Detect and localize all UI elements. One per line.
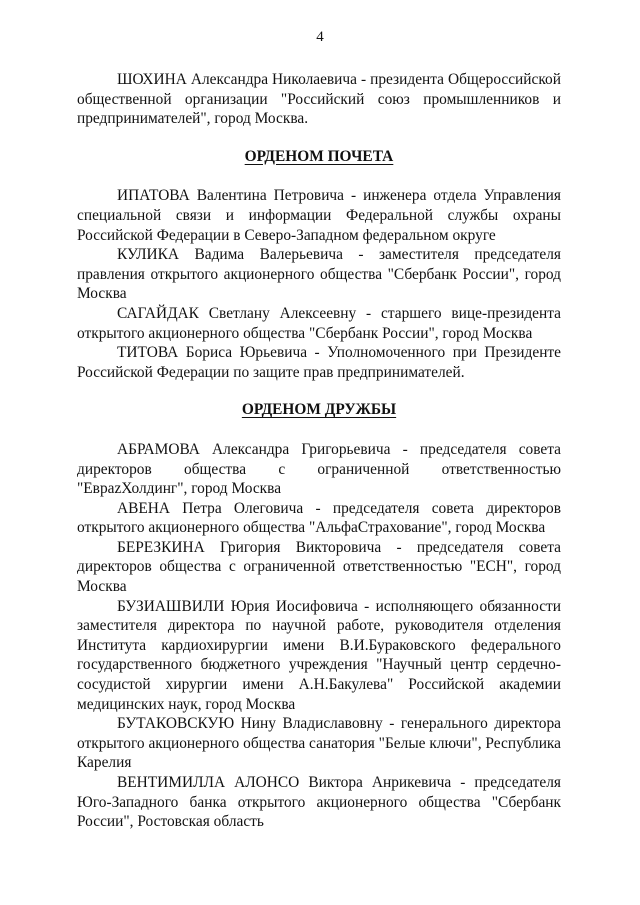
section-heading-order-of-friendship: ОРДЕНОМ ДРУЖБЫ <box>241 401 397 419</box>
spacer <box>77 382 561 400</box>
award-entry-berezkin: БЕРЕЗКИНА Григория Викторовича - председателя совета директоров общества с ограниченной ответственностью "ЕСН", город Москва <box>77 538 561 596</box>
award-entry-shokhin: ШОХИНА Александра Николаевича - президента Общероссийской общественной организации "Российский союз промышленников и предпринимателей", город Москва. <box>77 71 561 128</box>
award-entry-sagaydak: САГАЙДАК Светлану Алексеевну - старшего вице-президента открытого акционерного общества "Сбербанк России", город Москва <box>77 304 561 342</box>
award-entry-ventimilla-alonso: ВЕНТИМИЛЛА АЛОНСО Виктора Анрикевича - председателя Юго-Западного банка открытого акционерного общества "Сбербанк России", Ростовская область <box>77 774 561 831</box>
award-entry-buziashvili: БУЗИАШВИЛИ Юрия Иосифовича - исполняющего обязанности заместителя директора по научной работе, руководителя отделения Института кардиохирургии имени В.И.Бураковского федерального государственного бюджетного учреждения "Научный центр сердечно-сосудистой хирургии имени А.Н.Бакулева" Российской академии медицинских наук, город Москва <box>77 597 561 713</box>
document-body <box>77 70 561 832</box>
award-entry-ipatov: ИПАТОВА Валентина Петровича - инженера отдела Управления специальной связи и информации Федеральной службы охраны Российской Федерации в Северо-Западном федеральном округе <box>77 187 561 244</box>
spacer <box>77 420 561 440</box>
section-heading-order-of-honour: ОРДЕНОМ ПОЧЕТА <box>244 147 394 165</box>
award-entry-kulik: КУЛИКА Вадима Валерьевича - заместителя председателя правления открытого акционерного общества "Сбербанк России", город Москва <box>77 246 561 303</box>
spacer <box>77 129 561 147</box>
award-entry-abramov: АБРАМОВА Александра Григорьевича - председателя совета директоров общества с ограниченной ответственностью "ЕврazХолдинг", город Москва <box>77 440 561 498</box>
spacer <box>77 166 561 186</box>
award-entry-aven: АВЕНА Петра Олеговича - председателя совета директоров открытого акционерного общества "АльфаСтрахование", город Москва <box>77 499 561 537</box>
award-entry-butakovskaya: БУТАКОВСКУЮ Нину Владиславовну - генерального директора открытого акционерного общества санатория "Белые ключи", Республика Карелия <box>77 715 561 772</box>
award-entry-titov: ТИТОВА Бориса Юрьевича - Уполномоченного при Президенте Российской Федерации по защите прав предпринимателей. <box>77 344 561 381</box>
page-number: 4 <box>316 29 324 45</box>
